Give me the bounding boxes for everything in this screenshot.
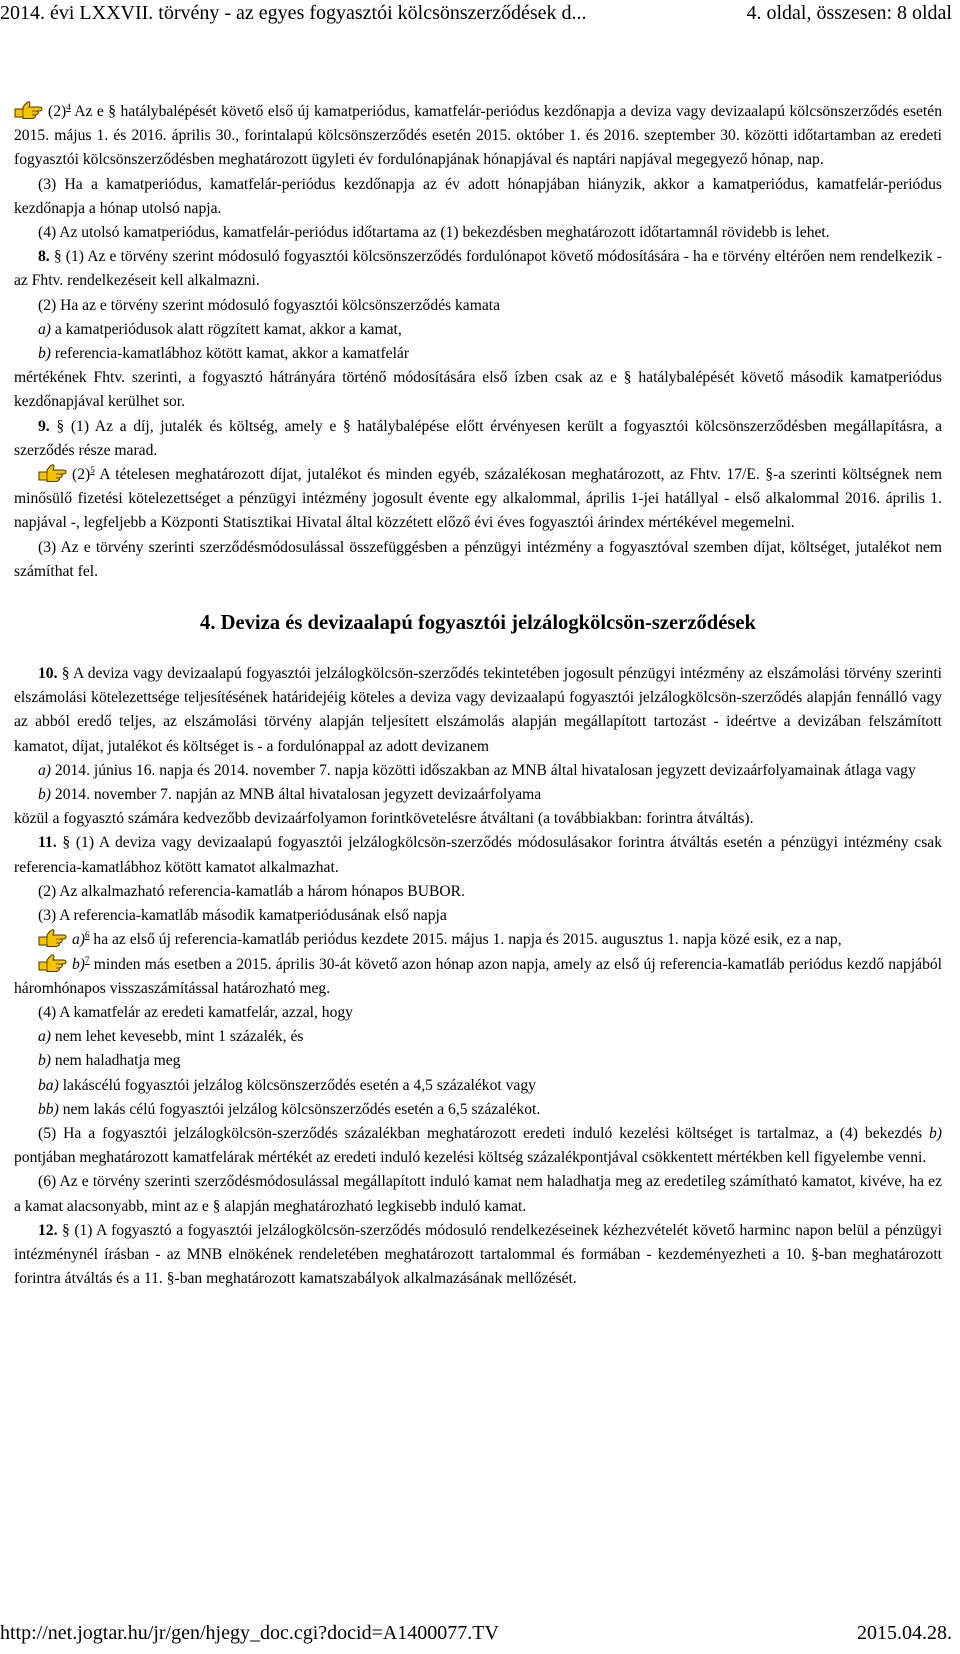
- section-7-paragraph-2: $(2)^4$ Az e § hatálybalépését követő első új kamatperiódus, kamatfelár-periódus kezdőnapja a deviza vagy devizaalapú kölcsönszerződés esetén 2015. május 1. és 2016. április 30., forintalapú kölcsönszerződés esetén 2015. október 1. és 2016. szeptember 30. közötti időtartamban az eredeti fogyasztói kölcsönszerződésben meghatározott ügyleti év fordulónapjának hónapjával és naptári napjával megegyező hónap, nap.: [14, 102, 942, 169]
- section-11-point-4a: a) nem lehet kevesebb, mint 1 százalék, és: [38, 1028, 304, 1046]
- section-7-paragraph-3: (3) Ha a kamatperiódus, kamatfelár-periódus kezdőnapja az év adott hónapjában hiányzik, akkor a kamatperiódus, kamatfelár-periódus kezdőnapja a hónap utolsó napja.: [14, 175, 942, 217]
- section-8-paragraph-2: (2) Ha az e törvény szerint módosuló fogyasztói kölcsönszerződés kamata: [38, 296, 501, 314]
- section-11-point-4ba: ba) lakáscélú fogyasztói jelzálog kölcsönszerződés esetén a 4,5 százalékot vagy: [38, 1076, 536, 1094]
- section-11-paragraph-1: 11. § (1) A deviza vagy devizaalapú fogyasztói jelzálogkölcsön-szerződés módosulásakor forintra átváltás esetén a pénzügyi intézmény csak referencia-kamatlábhoz kötött kamatot alkalmazhat.: [14, 834, 942, 876]
- footnote-link[interactable]: 7: [85, 954, 90, 965]
- section-8-paragraph-2-tail: mértékének Fhtv. szerinti, a fogyasztó hátrányára történő módosítására első ízben csak az e § hatálybalépését követő második kamatperiódus kezdőnapjával kerülhet sor.: [14, 369, 942, 411]
- section-11-paragraph-2: (2) Az alkalmazható referencia-kamatláb a három hónapos BUBOR.: [38, 882, 465, 900]
- section-11-paragraph-6: (6) Az e törvény szerinti szerződésmódosulással megállapított induló kamat nem haladhatja meg az eredetileg számítható kamatot, kivéve, ha ez a kamat alacsonyabb, mint az e § alapján meghatározható legkisebb induló kamat.: [14, 1173, 942, 1215]
- section-9-paragraph-1: 9. § (1) Az a díj, jutalék és költség, amely e § hatálybalépése előtt érvényesen került a fogyasztói kölcsönszerződésben megállapításra, a szerződés része marad.: [14, 417, 942, 459]
- section-11-paragraph-5: (5) Ha a fogyasztói jelzálogkölcsön-szerződés százalékban meghatározott eredeti induló kezelési költséget is tartalmaz, a (4) bekezdés b) pontjában meghatározott kamatfelárak mértékét az eredeti induló kezelési költség százalékpontjával csökkentett mértékben kell figyelembe venni.: [14, 1124, 942, 1167]
- section-9-paragraph-2: $(2)^5$ A tételesen meghatározott díjat, jutalékot és minden egyéb, százalékosan meghatározott, az Fhtv. 17/E. §-a szerinti költségnek nem minősülő fizetési kötelezettséget a pénzügyi intézmény jogosult évente egy alkalommal, április 1-jei hatállyal - első alkalommal 2016. április 1. napjával -, legfeljebb a Központi Statisztikai Hivatal által közzétett előző évi éves fogyasztói árindex mértékével megemelni.: [14, 465, 942, 532]
- section-12-paragraph-1: 12. § (1) A fogyasztó a fogyasztói jelzálogkölcsön-szerződés módosuló rendelkezéseinek kézhezvételét követő harminc napon belül a pénzügyi intézménynél írásban - az MNB elnökének rendeletében meghatározott tartalommal és formában - kezdeményezheti a 10. §-ban meghatározott forintra átváltás és a 11. §-ban meghatározott kamatszabályok alkalmazásának mellőzését.: [14, 1221, 942, 1288]
- section-10-tail: közül a fogyasztó számára kedvezőbb devizaárfolyamon forintkövetelésre átváltani (a továbbiakban: forintra átváltás).: [14, 810, 754, 828]
- page-header: [0, 0, 960, 28]
- footnote-link[interactable]: 4: [66, 102, 71, 112]
- section-7-paragraph-4: (4) Az utolsó kamatperiódus, kamatfelár-periódus időtartama az (1) bekezdésben meghatározott időtartamnál rövidebb is lehet.: [38, 224, 830, 242]
- section-11-paragraph-4: (4) A kamatfelár az eredeti kamatfelár, azzal, hogy: [38, 1003, 353, 1021]
- amendment-hand-icon[interactable]: [38, 463, 68, 483]
- section-10-text: 10. § A deviza vagy devizaalapú fogyasztói jelzálogkölcsön-szerződés tekintetében jogosult pénzügyi intézmény az elszámolási törvény szerinti elszámolási kötelezettsége teljesítésének határidejéig köteles a deviza vagy devizaalapú fogyasztói jelzálogkölcsön-szerződés alapján fennálló vagy az abból eredő teljes, az elszámolási törvény alapján teljesített elszámolás alapján megállapított tartozást - ideértve a devizában felszámított kamatot, díjat, jutalékot és költséget is - a fordulónappal az adott devizanem: [14, 665, 942, 755]
- footnote-link[interactable]: 5: [90, 465, 95, 476]
- chapter-4-heading: 4. Deviza és devizaalapú fogyasztói jelzálogkölcsön-szerződések: [200, 612, 756, 635]
- section-9-paragraph-3: (3) Az e törvény szerinti szerződésmódosulással összefüggésben a pénzügyi intézmény a fogyasztóval szemben díjat, költséget, jutalékot nem számíthat fel.: [14, 538, 942, 580]
- amendment-hand-icon[interactable]: [38, 928, 68, 948]
- page-footer: [0, 1620, 960, 1650]
- section-11-point-4bb: bb) nem lakás célú fogyasztói jelzálog kölcsönszerződés esetén a 6,5 százalékot.: [38, 1100, 541, 1118]
- section-10-point-a: a) 2014. június 16. napja és 2014. november 7. napja közötti időszakban az MNB által hivatalosan jegyzett devizaárfolyamainak átlaga vagy: [38, 761, 916, 779]
- page-indicator: 4. oldal, összesen: 8 oldal: [746, 2, 952, 24]
- amendment-hand-icon[interactable]: [14, 100, 44, 120]
- document-body: [14, 100, 942, 1291]
- print-date: 2015.04.28.: [857, 1622, 952, 1644]
- section-11-point-3a: a)$^6$ ha az első új referencia-kamatláb periódus kezdete 2015. május 1. napja és 2015. augusztus 1. napja közé esik, ez a nap,: [14, 928, 942, 952]
- document-title: 2014. évi LXXVII. törvény - az egyes fogyasztói kölcsönszerződések d...: [0, 2, 587, 24]
- footnote-link[interactable]: 6: [85, 930, 90, 941]
- source-url[interactable]: http://net.jogtar.hu/jr/gen/hjegy_doc.cgi?docid=A1400077.TV: [0, 1622, 499, 1644]
- section-8-point-a: a) a kamatperiódusok alatt rögzített kamat, akkor a kamat,: [38, 320, 402, 338]
- section-11-point-3b: b)$^7$ minden más esetben a 2015. április 30-át követő azon hónap azon napja, amely az első új referencia-kamatláb periódus kezdő napjából háromhónapos visszaszámítással határozható meg.: [14, 954, 942, 997]
- section-8-paragraph-1: 8. § (1) Az e törvény szerint módosuló fogyasztói kölcsönszerződés fordulónapot követő módosítására - ha e törvény eltérően nem rendelkezik - az Fhtv. rendelkezéseit kell alkalmazni.: [14, 248, 942, 290]
- section-11-point-4b: b) nem haladhatja meg: [38, 1052, 181, 1070]
- section-10-point-b: b) 2014. november 7. napján az MNB által hivatalosan jegyzett devizaárfolyama: [38, 786, 542, 804]
- section-8-point-b: b) referencia-kamatlábhoz kötött kamat, akkor a kamatfelár: [38, 345, 410, 363]
- amendment-hand-icon[interactable]: [38, 953, 68, 973]
- section-11-paragraph-3: (3) A referencia-kamatláb második kamatperiódusának első napja: [38, 907, 447, 925]
